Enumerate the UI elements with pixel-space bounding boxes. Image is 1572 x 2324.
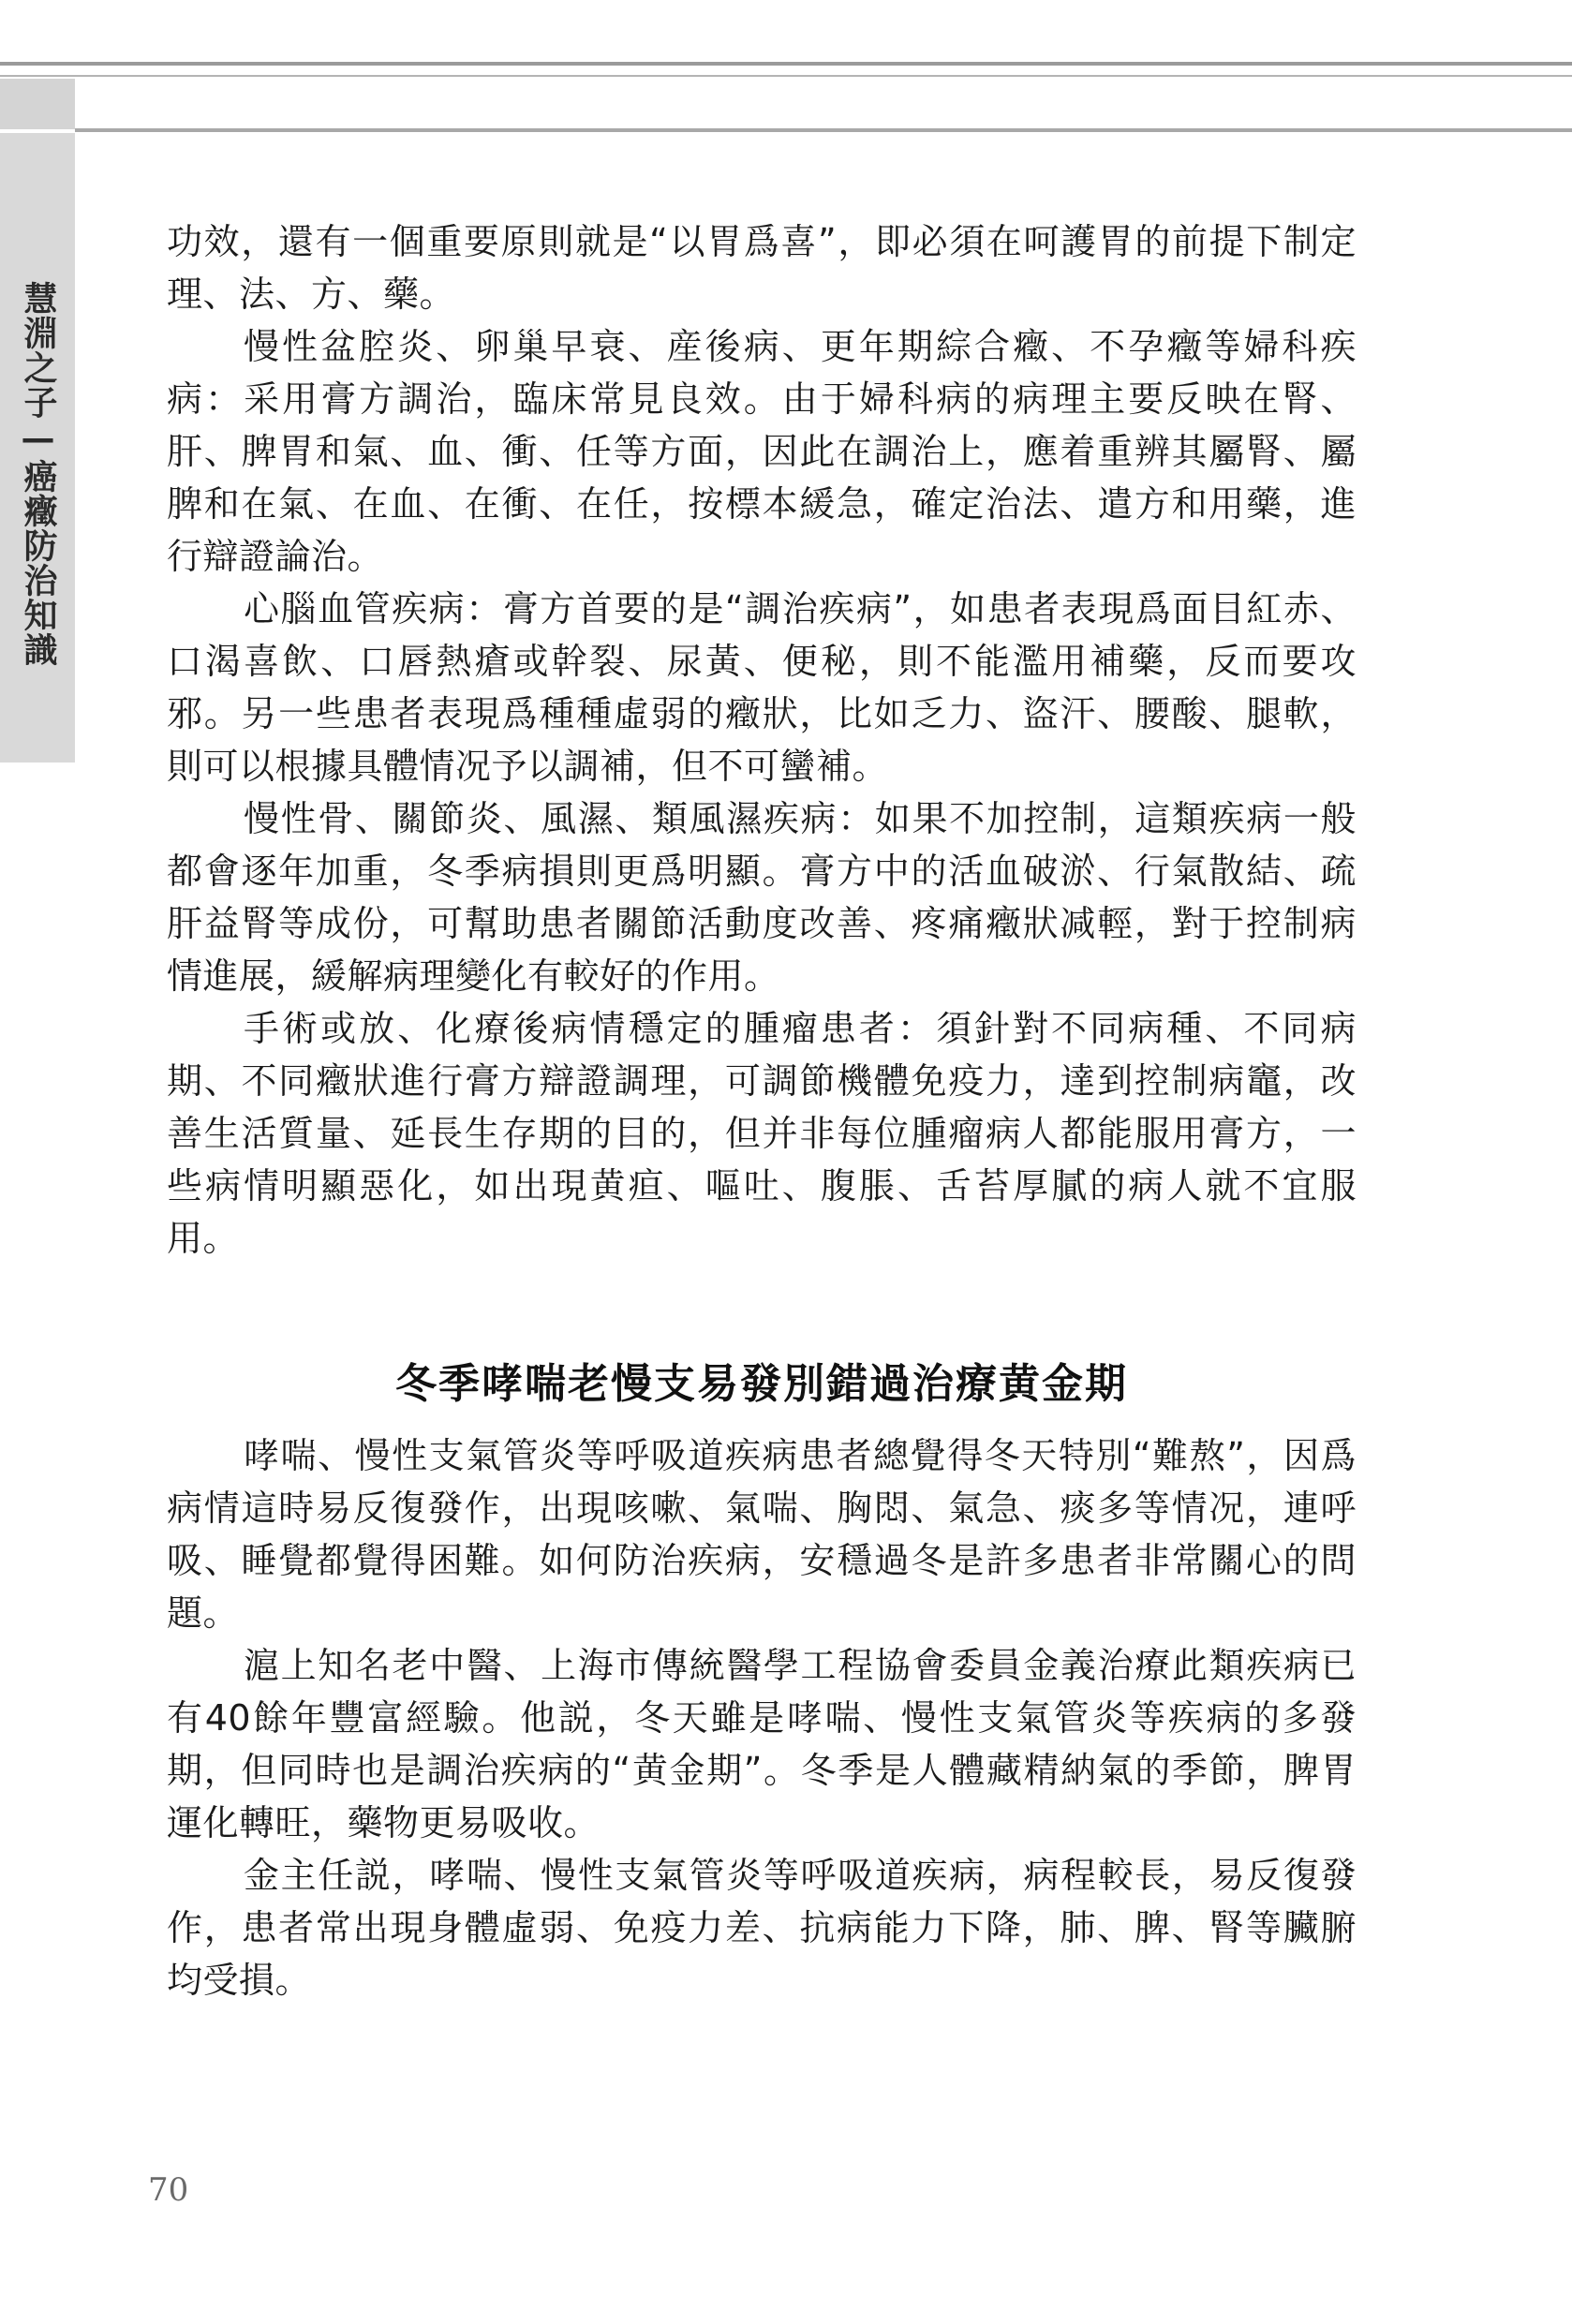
side-header-block <box>0 79 75 129</box>
body-paragraph: 滬上知名老中醫、上海市傳統醫學工程協會委員金義治療此類疾病已有40餘年豐富經驗。他説，冬天雖是哮喘、慢性支氣管炎等疾病的多發期，但同時也是調治疾病的“黄金期”。冬季是人體藏精納氣的季節，脾胃運化轉旺，藥物更易吸收。 <box>167 1645 1357 1843</box>
body-paragraph: 哮喘、慢性支氣管炎等呼吸道疾病患者總覺得冬天特別“難熬”，因爲病情這時易反復發作，出現咳嗽、氣喘、胸悶、氣急、痰多等情况，連呼吸、睡覺都覺得困難。如何防治疾病，安穩過冬是許多患者非常關心的問題。 <box>167 1435 1357 1634</box>
body-paragraph: 心腦血管疾病：膏方首要的是“調治疾病”，如患者表現爲面目紅赤、口渴喜飲、口唇熱瘡或幹裂、尿黃、便秘，則不能濫用補藥，反而要攻邪。另一些患者表現爲種種虛弱的癥狀，比如乏力、盜汗、腰酸、腿軟，則可以根據具體情况予以調補，但不可蠻補。 <box>167 588 1357 787</box>
header-rule-top <box>0 62 1572 66</box>
header-rule-second <box>0 75 1572 77</box>
side-tab-title: 慧淵之子—癌癥防治知識 <box>19 281 57 667</box>
body-paragraph: 手術或放、化療後病情穩定的腫瘤患者：須針對不同病種、不同病期、不同癥狀進行膏方辯證調理，可調節機體免疫力，達到控制病竈，改善生活質量、延長生存期的目的，但并非每位腫瘤病人都能服用膏方，一些病情明顯惡化，如出現黄疸、嘔吐、腹脹、舌苔厚膩的病人就不宜服用。 <box>167 1008 1357 1259</box>
page-number: 70 <box>148 2171 189 2209</box>
header-rule-inner <box>75 128 1572 132</box>
body-paragraph: 慢性骨、關節炎、風濕、類風濕疾病：如果不加控制，這類疾病一般都會逐年加重，冬季病損則更爲明顯。膏方中的活血破淤、行氣散結、疏肝益腎等成份，可幫助患者關節活動度改善、疼痛癥狀减輕，對于控制病情進展，緩解病理變化有較好的作用。 <box>167 798 1357 997</box>
body-paragraph: 慢性盆腔炎、卵巢早衰、産後病、更年期綜合癥、不孕癥等婦科疾病：采用膏方調治，臨床常見良效。由于婦科病的病理主要反映在腎、肝、脾胃和氣、血、衝、任等方面，因此在調治上，應着重辨其屬腎、屬脾和在氣、在血、在衝、在任，按標本緩急，確定治法、遣方和用藥，進行辯證論治。 <box>167 326 1357 577</box>
body-paragraph: 金主任説，哮喘、慢性支氣管炎等呼吸道疾病，病程較長，易反復發作，患者常出現身體虛弱、免疫力差、抗病能力下降，肺、脾、腎等臟腑均受損。 <box>167 1855 1357 2001</box>
body-paragraph: 功效，還有一個重要原則就是“以胃爲喜”，即必須在呵護胃的前提下制定理、法、方、藥。 <box>167 221 1357 315</box>
page-body <box>167 215 1357 2006</box>
paragraph-group-lower <box>167 1429 1357 2006</box>
section-heading: 冬季哮喘老慢支易發別錯過治療黄金期 <box>395 1360 1128 1408</box>
paragraph-group-upper <box>167 215 1357 1265</box>
